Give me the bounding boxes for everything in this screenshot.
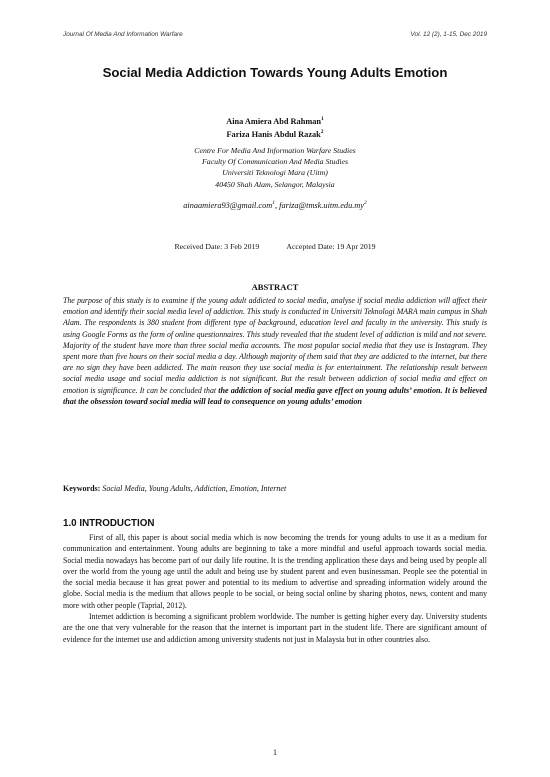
keywords-label: Keywords: bbox=[63, 484, 101, 493]
paragraph: Internet addiction is becoming a significant problem worldwide. The number is getting higher every day. University students are the one that very vulnerable for the reason that the internet is important part in the student life. There are significant amount of evidence for the internet use and addiction among university students not just in Malaysia but in other countries also. bbox=[63, 612, 487, 644]
author-list bbox=[0, 114, 550, 140]
paper-title: Social Media Addiction Towards Young Adults Emotion bbox=[102, 65, 448, 80]
keywords-values: Social Media, Young Adults, Addiction, Emotion, Internet bbox=[102, 484, 287, 493]
affiliation bbox=[0, 145, 550, 190]
keywords bbox=[63, 484, 487, 493]
running-header bbox=[63, 31, 487, 38]
abstract-heading: ABSTRACT bbox=[251, 282, 299, 292]
affiliation-line: Centre For Media And Information Warfare Studies bbox=[194, 146, 356, 155]
abstract-conclusion: the addiction of social media gave effect on young adults’ emotion. It is believed that the obsession toward social media will lead to consequence on young adults’ emotion bbox=[63, 385, 487, 406]
affiliation-line: Universiti Teknologi Mara (Uitm) bbox=[222, 168, 328, 178]
affiliation-line: Faculty Of Communication And Media Studies bbox=[201, 157, 349, 167]
abstract-text: The purpose of this study is to examine if the young adult addicted to social media, analyse if social media addiction will affect their emotion and identify their social media level of addiction. This study is conducted in Universiti Teknologi MARA main campus in Shah Alam. The respondents is 380 student from different type of background, education level and faculty in the university. This study is using Google Forms as the form of online questionnaires. This study revealed that the student level of addiction is mild and not severe. Majority of the student have more than three social media accounts. The most popular social media that they use is Instagram. They spent more than five hours on their social media a day. Although majority of them said that they are addicted to the internet, but there are no sign they have been addicted. The main reason they use social media is for entertainment. The relationship result between social media usage and social media addiction is not significant. But the result between addiction of social media and effect on emotion is significance. It can be concluded that the addiction of social media gave effect on young adults’ emotion. It is believed that the obsession toward social media will lead to consequence on young adults’ emotion bbox=[63, 296, 487, 406]
introduction-body bbox=[63, 532, 487, 645]
submission-dates bbox=[0, 242, 550, 251]
author-1: Aina Amiera Abd Rahman$^1$ bbox=[226, 116, 324, 126]
author-2: Fariza Hanis Abdul Razak$^2$ bbox=[226, 128, 324, 139]
affiliation-line: 40450 Shah Alam, Selangor, Malaysia bbox=[215, 179, 335, 189]
email-1[interactable]: ainaamiera93@gmail.com bbox=[183, 200, 273, 210]
received-date: Received Date: 3 Feb 2019 bbox=[174, 242, 260, 251]
journal-name: Journal Of Media And Information Warfare bbox=[63, 31, 183, 38]
author-emails: ainaamiera93@gmail.com$^1$, $fariza@tmsk.uitm.edu.my^2$ bbox=[183, 200, 367, 210]
volume-info: Vol. 12 (2), 1-15, Dec 2019 bbox=[410, 31, 487, 38]
section-heading-introduction: 1.0 INTRODUCTION bbox=[63, 518, 155, 529]
accepted-date: Accepted Date: 19 Apr 2019 bbox=[286, 242, 376, 251]
email-2[interactable]: fariza@tmsk.uitm.edu.my bbox=[279, 200, 364, 210]
paragraph: First of all, this paper is about social media which is now becoming the trends for young adults to use it as a medium for communication and entertainment. Young adults are beginning to take a more mindful and useful approach towards social media. Social media nowadays has become part of our daily life routine. It is the trending application these days and being used by people all over the world from the young age until the adult and being use by student parent and even businessman. People see the potential in the social media because it has great power and potential to its medium to advertise and spreading information widely around the globe. Social media is the medium that allows people to be social, or being social online by sharing photos, news, content and many more with other people (Taprial, 2012). bbox=[63, 533, 487, 610]
page-number: 1 bbox=[273, 748, 277, 757]
